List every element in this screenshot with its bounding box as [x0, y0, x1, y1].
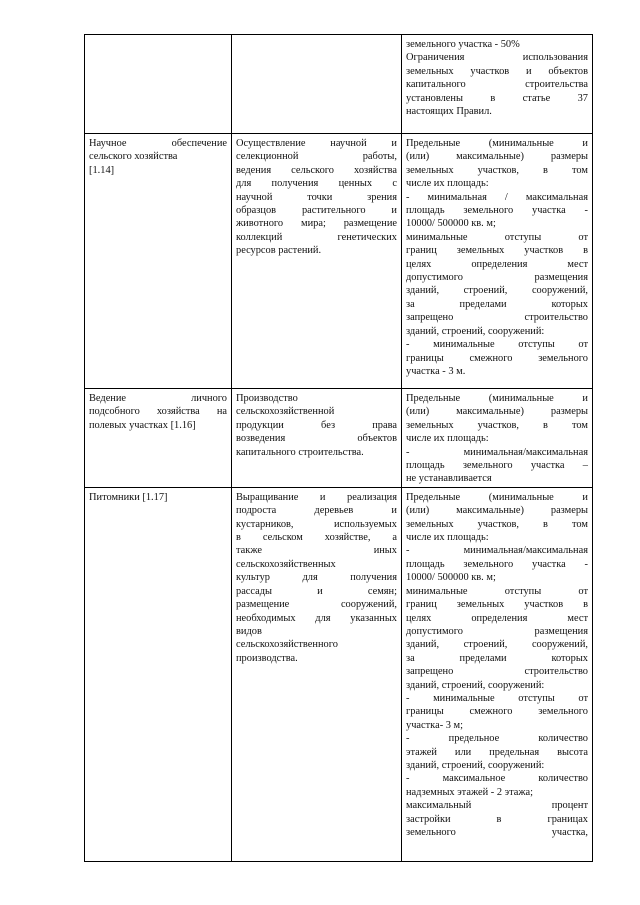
text-line: культур для получения [236, 572, 397, 584]
text-line: рассады и семян; [236, 585, 397, 597]
text-line: зданий, строений, сооружений: [406, 759, 545, 771]
table-row [85, 134, 593, 389]
text-line: допустимого размещения [406, 272, 588, 284]
text-line: границы смежного земельного [406, 352, 588, 364]
text-line: сельскохозяйственной [236, 406, 335, 418]
text-line: земельных участков, в том [406, 518, 588, 530]
text-line: - минимальная/максимальная [406, 446, 588, 458]
parameters-cell [402, 35, 593, 134]
text-line: Осуществление научной и [236, 138, 397, 149]
text-line: сельского хозяйства [89, 151, 178, 163]
text-line: образцов растительного и [236, 205, 397, 217]
text-line: - минимальная/максимальная [406, 545, 588, 557]
text-line: за пределами которых [406, 298, 588, 310]
text-line: для получения ценных с [236, 178, 397, 190]
text-line: границ земельных участков в [406, 599, 588, 611]
table-row [85, 487, 593, 861]
text-line: коллекций генетических [236, 231, 397, 243]
text-line: не устанавливается [406, 473, 492, 485]
text-line: участка- 3 м; [406, 719, 464, 731]
text-line: - максимальное количество [406, 773, 588, 785]
text-line: также иных [236, 545, 397, 557]
use-type-cell [85, 389, 232, 488]
text-line: сельскохозяйственного [236, 639, 338, 651]
text-line: - предельное количество [406, 733, 588, 745]
use-description-cell [232, 389, 402, 488]
table-row [85, 389, 593, 488]
text-line: - минимальные отступы от [406, 339, 588, 351]
text-line: Предельные (минимальные и [406, 138, 588, 149]
use-type-cell [85, 35, 232, 134]
text-line: Предельные (минимальные и [406, 393, 588, 404]
text-line: - минимальная / максимальная [406, 191, 588, 203]
text-line: минимальные отступы от [406, 585, 588, 597]
text-line: площадь земельного участка - [406, 558, 588, 570]
use-description-cell [232, 134, 402, 389]
text-line: участка - 3 м. [406, 365, 466, 377]
zoning-regulations-table [84, 34, 593, 862]
text-line: Питомники [1.17] [89, 491, 168, 503]
text-line: 10000/ 500000 кв. м; [406, 572, 496, 584]
text-line: подроста деревьев и [236, 505, 397, 517]
text-line: - минимальные отступы от [406, 692, 588, 704]
text-line: зданий, строений, сооружений: [406, 325, 545, 337]
text-line: земельных участков, в том [406, 164, 588, 176]
parameters-cell [402, 389, 593, 488]
text-line: максимальный процент [406, 800, 588, 812]
text-line: площадь земельного участка – [406, 460, 588, 472]
text-line: животного мира; размещение [236, 218, 397, 230]
text-line: зданий, строений, сооружений, [406, 285, 588, 297]
text-line: Выращивание и реализация [236, 491, 397, 503]
text-line: земельного участка - 50% [406, 39, 520, 50]
text-line: размещение сооружений, [236, 599, 397, 611]
text-line: границы смежного земельного [406, 706, 588, 718]
text-line: селекционной работы, [236, 151, 397, 163]
text-line: зданий, строений, сооружений, [406, 639, 588, 651]
text-line: Производство [236, 393, 298, 404]
text-line: земельных участков и объектов [406, 65, 588, 77]
text-line: производства. [236, 652, 298, 664]
text-line: Предельные (минимальные и [406, 491, 588, 503]
text-line: настоящих Правил. [406, 106, 492, 118]
text-line: запрещено строительство [406, 666, 588, 678]
text-line: в сельском хозяйстве, а [236, 532, 397, 544]
text-line: площадь земельного участка - [406, 205, 588, 217]
text-line: Ведение личного [89, 393, 227, 404]
text-line: необходимых для указанных [236, 612, 397, 624]
parameters-cell [402, 487, 593, 861]
text-line: сельскохозяйственных [236, 558, 336, 570]
text-line: минимальные отступы от [406, 231, 588, 243]
parameters-cell [402, 134, 593, 389]
text-line: целях определения мест [406, 612, 588, 624]
text-line: 10000/ 500000 кв. м; [406, 218, 496, 230]
text-line: возведения объектов [236, 433, 397, 445]
text-line: (или) максимальные) размеры [406, 406, 588, 418]
text-line: [1.14] [89, 164, 115, 176]
text-line: земельных участков, в том [406, 419, 588, 431]
text-line: за пределами которых [406, 652, 588, 664]
text-line: зданий, строений, сооружений: [406, 679, 545, 691]
text-line: установлены в статье 37 [406, 92, 588, 104]
text-line: Ограничения использования [406, 52, 588, 64]
text-line: Научное обеспечение [89, 138, 227, 149]
text-line: числе их площадь: [406, 178, 489, 190]
text-line: кустарников, используемых [236, 518, 397, 530]
text-line: ведения сельского хозяйства [236, 164, 397, 176]
text-line: (или) максимальные) размеры [406, 505, 588, 517]
text-line: капитального строительства [406, 79, 588, 91]
text-line: видов [236, 625, 262, 637]
text-line: застройки в границах [406, 813, 588, 825]
text-line: продукции без права [236, 419, 397, 431]
text-line: (или) максимальные) размеры [406, 151, 588, 163]
text-line: полевых участках [1.16] [89, 419, 196, 431]
use-description-cell [232, 35, 402, 134]
text-line: этажей или предельная высота [406, 746, 588, 758]
text-line: границ земельных участков в [406, 245, 588, 257]
text-line: допустимого размещения [406, 625, 588, 637]
text-line: целях определения мест [406, 258, 588, 270]
use-description-cell [232, 487, 402, 861]
table-row [85, 35, 593, 134]
text-line: числе их площадь: [406, 532, 489, 544]
text-line: подсобного хозяйства на [89, 406, 227, 418]
text-line: надземных этажей - 2 этажа; [406, 786, 534, 798]
text-line: научной точки зрения [236, 191, 397, 203]
use-type-cell [85, 487, 232, 861]
text-line: запрещено строительство [406, 312, 588, 324]
use-type-cell [85, 134, 232, 389]
text-line: капитального строительства. [236, 446, 364, 458]
text-line: числе их площадь: [406, 433, 489, 445]
text-line: ресурсов растений. [236, 245, 322, 257]
text-line: земельного участка, [406, 827, 588, 838]
